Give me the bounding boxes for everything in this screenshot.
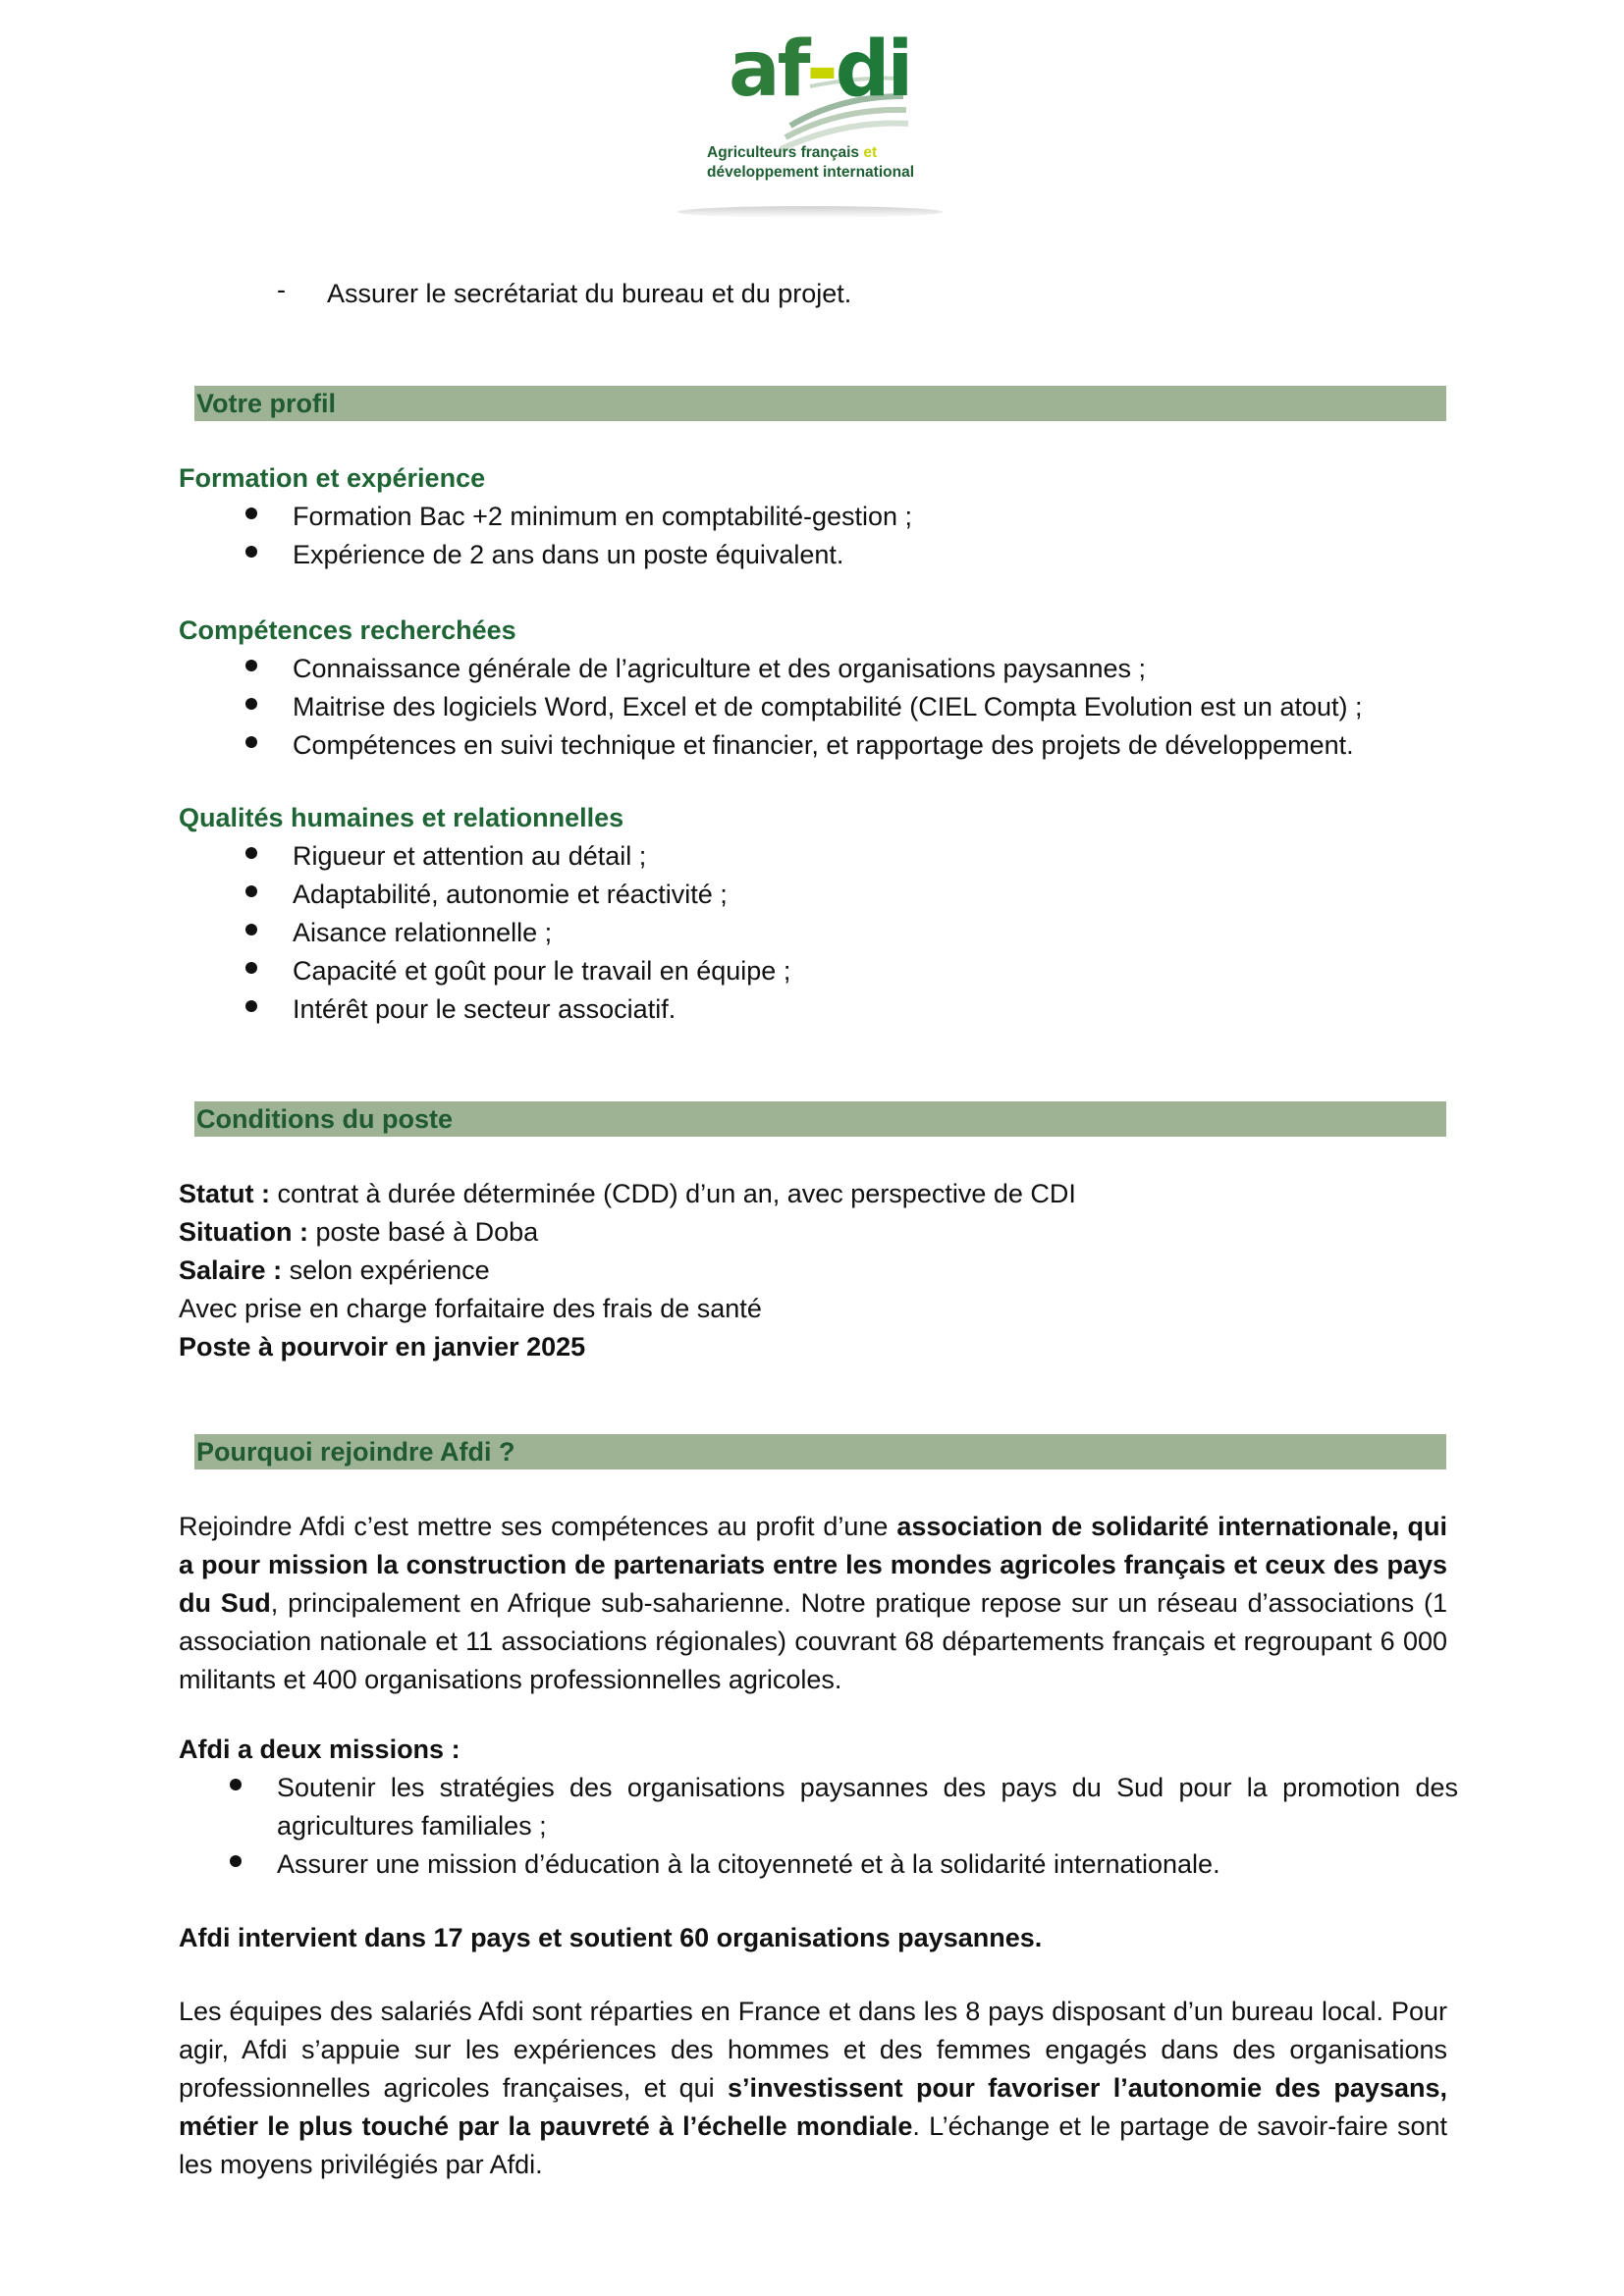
- intro-item: Assurer le secrétariat du bureau et du projet.: [327, 279, 852, 308]
- equipes-paragraph: Les équipes des salariés Afdi sont réparties en France et dans les 8 pays disposant d’un bureau local. Pour agir, Afdi s’appuie sur les expériences des hommes et des femmes engagés dans des organisations professionnelles agricoles françaises, et qui s’investissent pour favoriser l’autonomie des paysans, métier le plus touché par la pauvreté à l’échelle mondiale. L’échange et le partage de savoir-faire sont les moyens privilégiés par Afdi.: [179, 1997, 1447, 2179]
- qualites-heading: Qualités humaines et relationnelles: [179, 803, 624, 832]
- section-title-profil: Votre profil: [196, 389, 337, 418]
- poste-line: Poste à pourvoir en janvier 2025: [179, 1332, 586, 1362]
- sante-line: Avec prise en charge forfaitaire des frais de santé: [179, 1294, 762, 1323]
- salaire-line: Salaire : selon expérience: [179, 1255, 490, 1285]
- section-bar-profil: [194, 386, 1446, 421]
- section-title-pourquoi: Pourquoi rejoindre Afdi ?: [196, 1437, 515, 1467]
- intervient-line: Afdi intervient dans 17 pays et soutient 60 organisations paysannes.: [179, 1923, 1043, 1952]
- section-title-conditions: Conditions du poste: [196, 1104, 453, 1134]
- situation-line: Situation : poste basé à Doba: [179, 1217, 539, 1247]
- statut-line: Statut : contrat à durée déterminée (CDD) d’un an, avec perspective de CDI: [179, 1179, 1076, 1208]
- mission-item: Soutenir les stratégies des organisations paysannes des pays du Sud pour la promotion des agricultures familiales ;: [277, 1773, 1458, 1841]
- formation-heading: Formation et expérience: [179, 463, 486, 493]
- missions-heading: Afdi a deux missions :: [179, 1735, 460, 1764]
- logo-shadow: [677, 206, 943, 218]
- bullet: [230, 1779, 242, 1790]
- pourquoi-paragraph: Rejoindre Afdi c’est mettre ses compétences au profit d’une association de solidarité internationale, qui a pour mission la construction de partenariats entre les mondes agricoles français et ceux des pays du Sud, principalement en Afrique sub-saharienne. Notre pratique repose sur un réseau d’associations (1 association nationale et 11 associations régionales) couvrant 68 départements français et regroupant 6 000 militants et 400 organisations professionnelles agricoles.: [179, 1512, 1448, 1694]
- logo-tagline: Agriculteurs français et développement international: [707, 144, 915, 182]
- afdi-logo: [677, 26, 943, 226]
- logo-wordmark: af-di: [729, 26, 911, 114]
- bullet: [230, 1855, 242, 1867]
- competences-heading: Compétences recherchées: [179, 615, 516, 645]
- dash-marker: -: [277, 275, 286, 304]
- mission-item: Assurer une mission d’éducation à la citoyenneté et à la solidarité internationale.: [277, 1849, 1220, 1879]
